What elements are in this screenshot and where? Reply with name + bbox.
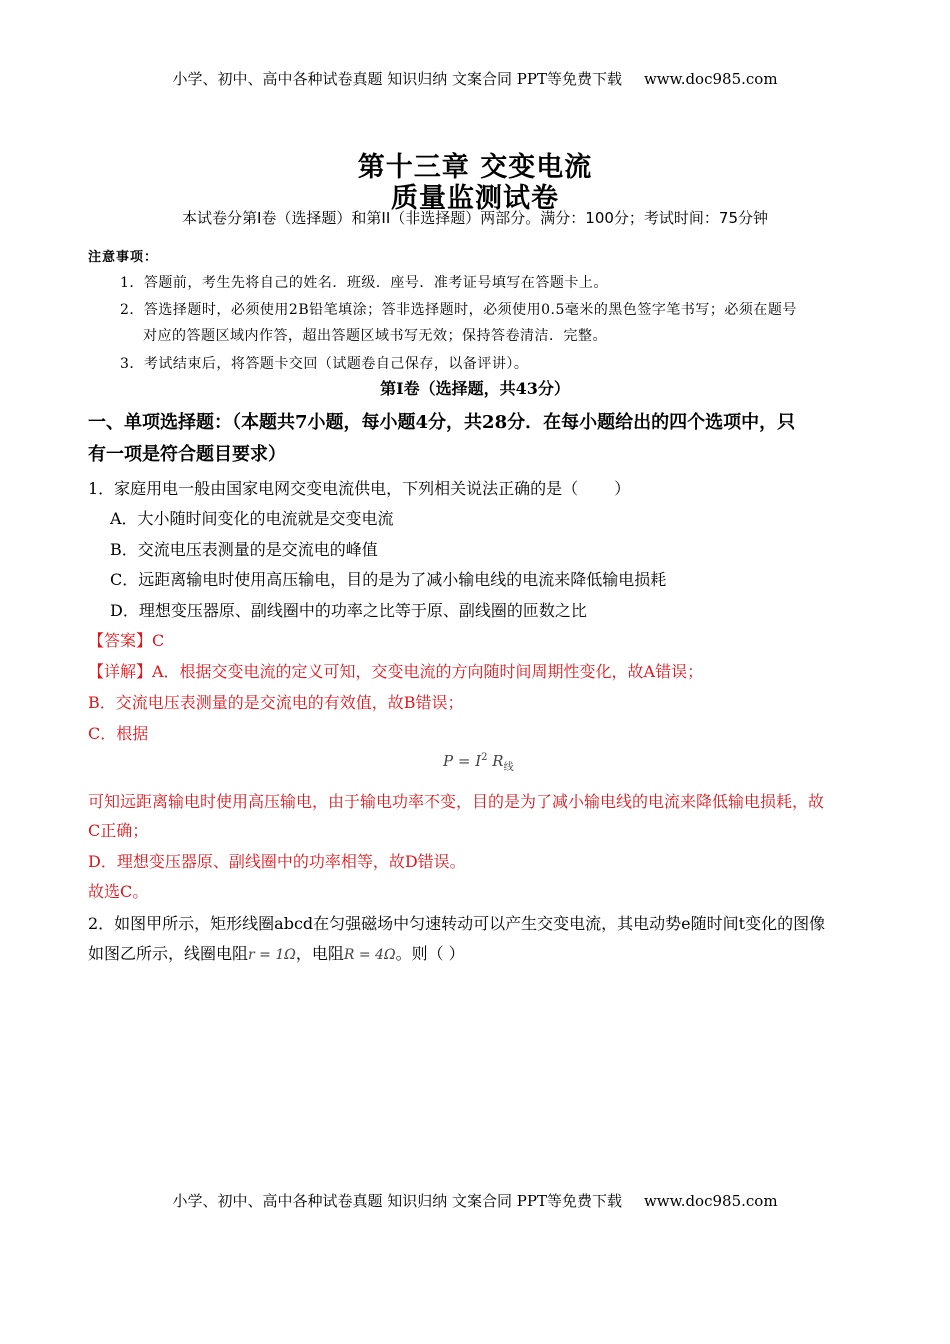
question-1-stem [88,476,630,499]
detail-line: C．根据 [88,724,149,743]
question-2-text: 。则（ ） [395,944,465,963]
resistor-value: R = 4Ω [343,947,396,963]
header-site-link[interactable]: www.doc985.com [643,70,778,88]
notice-item-continued: 对应的答题区域内作答，超出答题区域书写无效；保持答卷清洁．完整。 [143,328,607,344]
question-2-stem-continued [88,941,465,964]
question-2-text: ，电阻 [295,944,344,963]
detail-line: D．理想变压器原、副线圈中的功率相等，故D错误。 [88,852,466,871]
answer: 【答案】C [88,631,165,650]
page-header [0,68,950,89]
detail-line: 【详解】A．根据交变电流的定义可知，交变电流的方向随时间周期性变化，故A错误； [88,662,704,681]
notice-item: 3．考试结束后，将答题卡交回（试题卷自己保存，以备评讲）。 [120,356,529,372]
option-a: A．大小随时间变化的电流就是交变电流 [110,509,394,528]
section-heading: 第I卷（选择题，共43分） [380,379,570,398]
question-2-text: 如图乙所示，线圈电阻 [88,944,249,963]
part-heading-continued: 有一项是符合题目要求） [88,444,286,465]
notice-item: 2．答选择题时，必须使用2B铅笔填涂；答非选择题时，必须使用0.5毫米的黑色签字笔书写；必须在题号 [120,302,797,318]
detail-line: 可知远距离输电时使用高压输电，由于输电功率不变，目的是为了减小输电线的电流来降低输电损耗，故 [88,792,825,811]
formula-subscript: 线 [503,762,514,773]
question-2-stem: 2．如图甲所示，矩形线圈abcd在匀强磁场中匀速转动可以产生交变电流，其电动势e随时间t变化的图像 [88,914,826,933]
exam-subtitle: 本试卷分第I卷（选择题）和第II（非选择题）两部分。满分：100分；考试时间：75分钟 [182,209,768,227]
question-1-paren-close: ） [614,479,631,498]
exam-title: 质量监测试卷 [391,183,559,214]
chapter-title: 第十三章 交变电流 [357,152,593,183]
formula-exponent: 2 [481,752,488,763]
detail-line: 故选C。 [88,882,149,901]
option-c: C．远距离输电时使用高压输电，目的是为了减小输电线的电流来降低输电损耗 [110,570,667,589]
formula-lhs: P = I [443,752,482,770]
notice-heading: 注意事项： [88,250,159,265]
footer-site-link[interactable]: www.doc985.com [643,1192,778,1210]
option-d: D．理想变压器原、副线圈中的功率之比等于原、副线圈的匝数之比 [110,601,587,620]
coil-resistance: r = 1Ω [248,947,296,963]
power-formula [443,752,514,773]
formula-r: R [492,752,504,770]
notice-item: 1．答题前，考生先将自己的姓名．班级．座号．准考证号填写在答题卡上。 [120,275,608,291]
option-b: B．交流电压表测量的是交流电的峰值 [110,540,378,559]
question-1-text: 1．家庭用电一般由国家电网交变电流供电，下列相关说法正确的是（ [88,479,579,498]
detail-line: B．交流电压表测量的是交流电的有效值，故B错误； [88,693,464,712]
page-footer [0,1190,950,1211]
footer-text: 小学、初中、高中各种试卷真题 知识归纳 文案合同 PPT等免费下载 [172,1192,622,1210]
detail-line: C正确； [88,821,149,840]
header-text: 小学、初中、高中各种试卷真题 知识归纳 文案合同 PPT等免费下载 [172,70,622,88]
part-heading: 一、单项选择题：（本题共7小题，每小题4分，共28分．在每小题给出的四个选项中，只 [88,412,796,433]
